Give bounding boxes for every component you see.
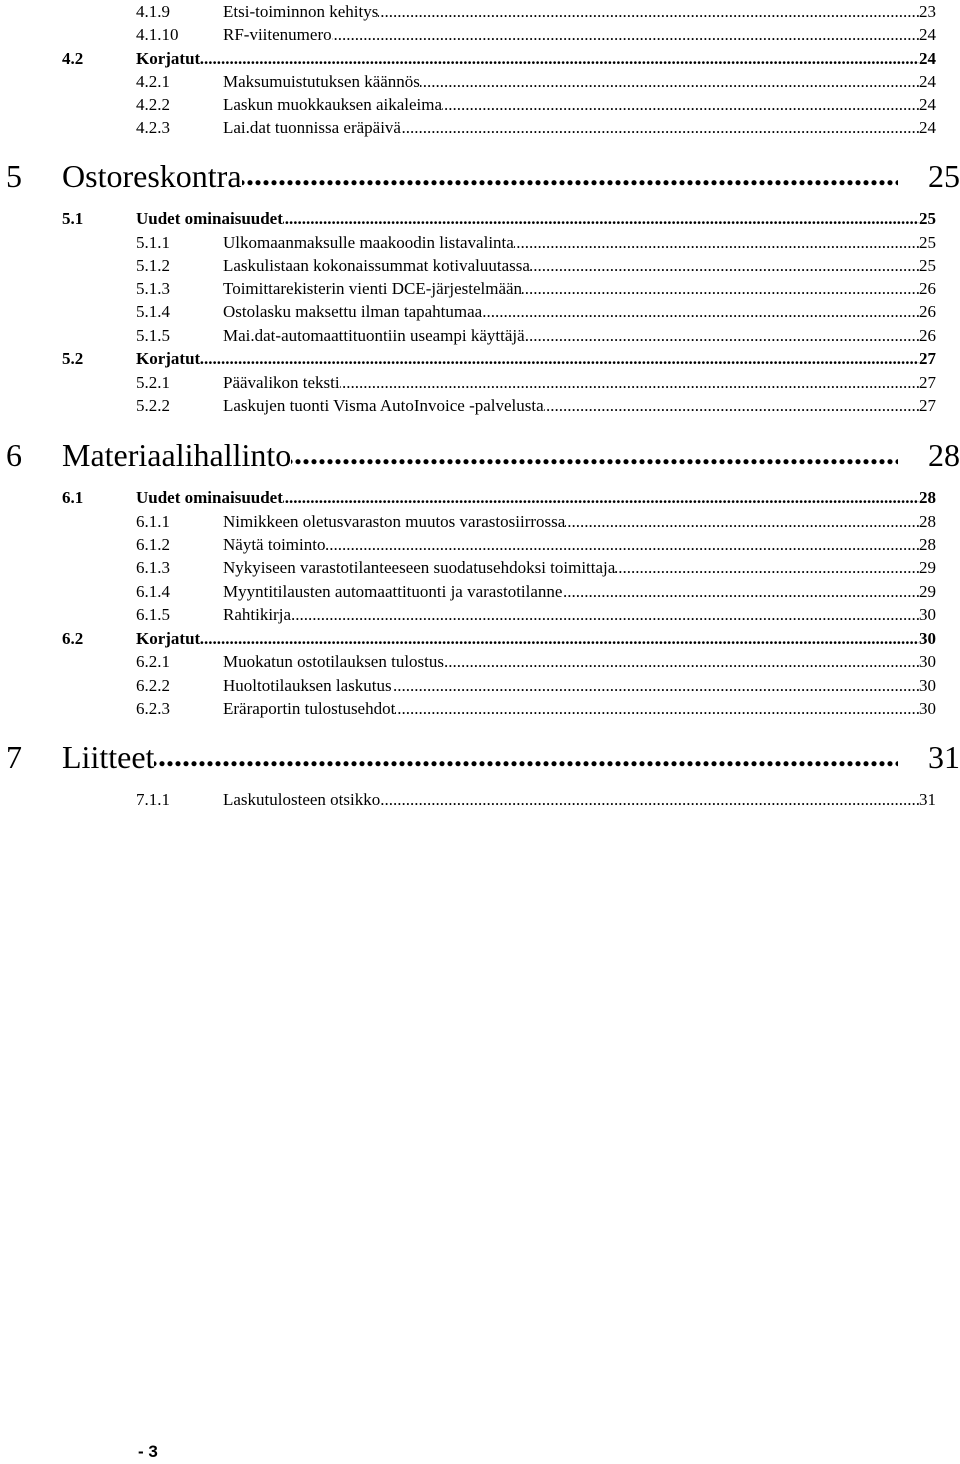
toc-entry-title: Huoltotilauksen laskutus [223, 674, 392, 698]
toc-entry-page: 24 [919, 70, 936, 94]
toc-entry[interactable] [0, 735, 960, 779]
toc-entry-page: 30 [919, 650, 936, 674]
toc-entry-page: 26 [919, 300, 936, 324]
toc-entry-number: 5.1.4 [136, 300, 170, 324]
toc-entry-page: 25 [919, 231, 936, 255]
toc-entry-number: 5.1.5 [136, 324, 170, 348]
toc-entry-page: 31 [926, 735, 960, 779]
toc-entry-number: 4.1.10 [136, 23, 179, 47]
toc-entry[interactable] [0, 510, 960, 534]
toc-entry-title: Korjatut [136, 47, 200, 71]
toc-entry[interactable] [0, 371, 960, 395]
toc-entry-page: 28 [919, 533, 936, 557]
toc-entry[interactable] [0, 231, 960, 255]
toc-entry-title: Lai.dat tuonnissa eräpäivä [223, 116, 401, 140]
toc-entry-title: Näytä toiminto [223, 533, 325, 557]
toc-entry[interactable] [0, 254, 960, 278]
toc-entry-number: 5.2.2 [136, 394, 170, 418]
toc-entry-title: Laskulistaan kokonaissummat kotivaluutassa [223, 254, 530, 278]
toc-entry-number: 4.2.2 [136, 93, 170, 117]
toc-entry-page: 30 [919, 627, 936, 651]
toc-entry-page: 29 [919, 556, 936, 580]
toc-leader-dots [62, 735, 898, 779]
toc-entry-title: Myyntitilausten automaattituonti ja varastotilanne [223, 580, 562, 604]
toc-entry-number: 6 [6, 433, 22, 477]
toc-entry-title: Päävalikon teksti [223, 371, 340, 395]
toc-entry[interactable] [0, 650, 960, 674]
toc-entry[interactable] [0, 116, 960, 140]
toc-entry-page: 26 [919, 277, 936, 301]
toc-entry-title: Rahtikirja [223, 603, 291, 627]
toc-leader-dots [136, 47, 920, 71]
toc-entry-page: 25 [919, 207, 936, 231]
toc-entry-page: 23 [919, 0, 936, 24]
toc-entry-number: 6.2.3 [136, 697, 170, 721]
toc-entry-number: 5.1.3 [136, 277, 170, 301]
toc-entry-title: Nimikkeen oletusvaraston muutos varastosiirrossa [223, 510, 565, 534]
toc-entry-number: 5.1 [62, 207, 83, 231]
toc-entry-number: 5 [6, 154, 22, 198]
toc-entry-page: 28 [919, 510, 936, 534]
toc-entry-title: Mai.dat-automaattituontiin useampi käyttäjä [223, 324, 525, 348]
toc-entry-number: 6.1.4 [136, 580, 170, 604]
toc-entry-title: Materiaalihallinto [62, 433, 291, 477]
toc-entry[interactable] [0, 788, 960, 812]
toc-entry-title: Eräraportin tulostusehdot [223, 697, 395, 721]
toc-leader-dots [136, 347, 920, 371]
toc-entry-title: Laskun muokkauksen aikaleima [223, 93, 442, 117]
toc-entry-page: 30 [919, 697, 936, 721]
toc-entry[interactable] [0, 394, 960, 418]
toc-entry-number: 4.2.1 [136, 70, 170, 94]
toc-entry-number: 6.2.1 [136, 650, 170, 674]
toc-entry-number: 5.1.1 [136, 231, 170, 255]
toc-entry-page: 30 [919, 674, 936, 698]
toc-entry[interactable] [0, 486, 960, 510]
toc-entry-number: 6.1.2 [136, 533, 170, 557]
toc-entry-title: Nykyiseen varastotilanteeseen suodatusehdoksi toimittaja [223, 556, 615, 580]
toc-entry[interactable] [0, 347, 960, 371]
toc-entry-page: 24 [919, 47, 936, 71]
toc-entry-title: RF-viitenumero [223, 23, 332, 47]
toc-entry-number: 5.2.1 [136, 371, 170, 395]
toc-entry-title: Muokatun ostotilauksen tulostus [223, 650, 444, 674]
toc-entry-number: 5.1.2 [136, 254, 170, 278]
toc-entry-number: 6.1.1 [136, 510, 170, 534]
toc-entry[interactable] [0, 47, 960, 71]
toc-entry[interactable] [0, 0, 960, 24]
toc-entry[interactable] [0, 93, 960, 117]
toc-entry-page: 27 [919, 347, 936, 371]
toc-entry-page: 28 [926, 433, 960, 477]
toc-entry[interactable] [0, 277, 960, 301]
toc-entry[interactable] [0, 324, 960, 348]
toc-entry-number: 7.1.1 [136, 788, 170, 812]
page-number: - 3 [138, 1442, 158, 1461]
toc-leader-dots [223, 533, 920, 557]
toc-entry-title: Ostolasku maksettu ilman tapahtumaa [223, 300, 482, 324]
toc-entry-page: 24 [919, 93, 936, 117]
toc-entry-title: Uudet ominaisuudet [136, 486, 283, 510]
toc-entry-number: 6.1.3 [136, 556, 170, 580]
toc-entry-page: 27 [919, 394, 936, 418]
toc-entry[interactable] [0, 697, 960, 721]
toc-entry-title: Liitteet [62, 735, 154, 779]
toc-entry-page: 30 [919, 603, 936, 627]
toc-entry-number: 7 [6, 735, 22, 779]
toc-entry-page: 31 [919, 788, 936, 812]
toc-entry-title: Laskujen tuonti Visma AutoInvoice -palvelusta [223, 394, 544, 418]
toc-entry-title: Etsi-toiminnon kehitys [223, 0, 378, 24]
toc-entry-number: 6.1 [62, 486, 83, 510]
toc-leader-dots [136, 627, 920, 651]
toc-entry-number: 4.2 [62, 47, 83, 71]
toc-entry[interactable] [0, 433, 960, 477]
toc-entry-page: 24 [919, 23, 936, 47]
toc-entry-title: Korjatut [136, 347, 200, 371]
toc-entry[interactable] [0, 533, 960, 557]
toc-entry-page: 26 [919, 324, 936, 348]
toc-entry[interactable] [0, 627, 960, 651]
toc-entry-page: 29 [919, 580, 936, 604]
toc-entry-number: 6.2.2 [136, 674, 170, 698]
toc-entry-page: 25 [919, 254, 936, 278]
toc-entry-number: 4.1.9 [136, 0, 170, 24]
toc-entry-page: 27 [919, 371, 936, 395]
toc-entry[interactable] [0, 556, 960, 580]
toc-entry-page: 24 [919, 116, 936, 140]
toc-leader-dots [223, 603, 920, 627]
toc-entry[interactable] [0, 23, 960, 47]
toc-entry-title: Toimittarekisterin vienti DCE-järjestelmään [223, 277, 522, 301]
toc-entry[interactable] [0, 603, 960, 627]
toc-entry[interactable] [0, 674, 960, 698]
toc-entry-number: 4.2.3 [136, 116, 170, 140]
toc-entry-page: 25 [926, 154, 960, 198]
toc-entry[interactable] [0, 300, 960, 324]
toc-entry[interactable] [0, 207, 960, 231]
toc-entry-title: Maksumuistutuksen käännös [223, 70, 420, 94]
toc-entry-title: Ostoreskontra [62, 154, 242, 198]
toc-entry-number: 6.1.5 [136, 603, 170, 627]
toc-entry-title: Laskutulosteen otsikko [223, 788, 380, 812]
toc-entry-title: Ulkomaanmaksulle maakoodin listavalinta [223, 231, 514, 255]
toc-entry-number: 6.2 [62, 627, 83, 651]
toc-entry[interactable] [0, 580, 960, 604]
toc-entry-page: 28 [919, 486, 936, 510]
toc-entry-number: 5.2 [62, 347, 83, 371]
toc-entry-title: Uudet ominaisuudet [136, 207, 283, 231]
toc-entry[interactable] [0, 154, 960, 198]
toc-entry[interactable] [0, 70, 960, 94]
toc-entry-title: Korjatut [136, 627, 200, 651]
